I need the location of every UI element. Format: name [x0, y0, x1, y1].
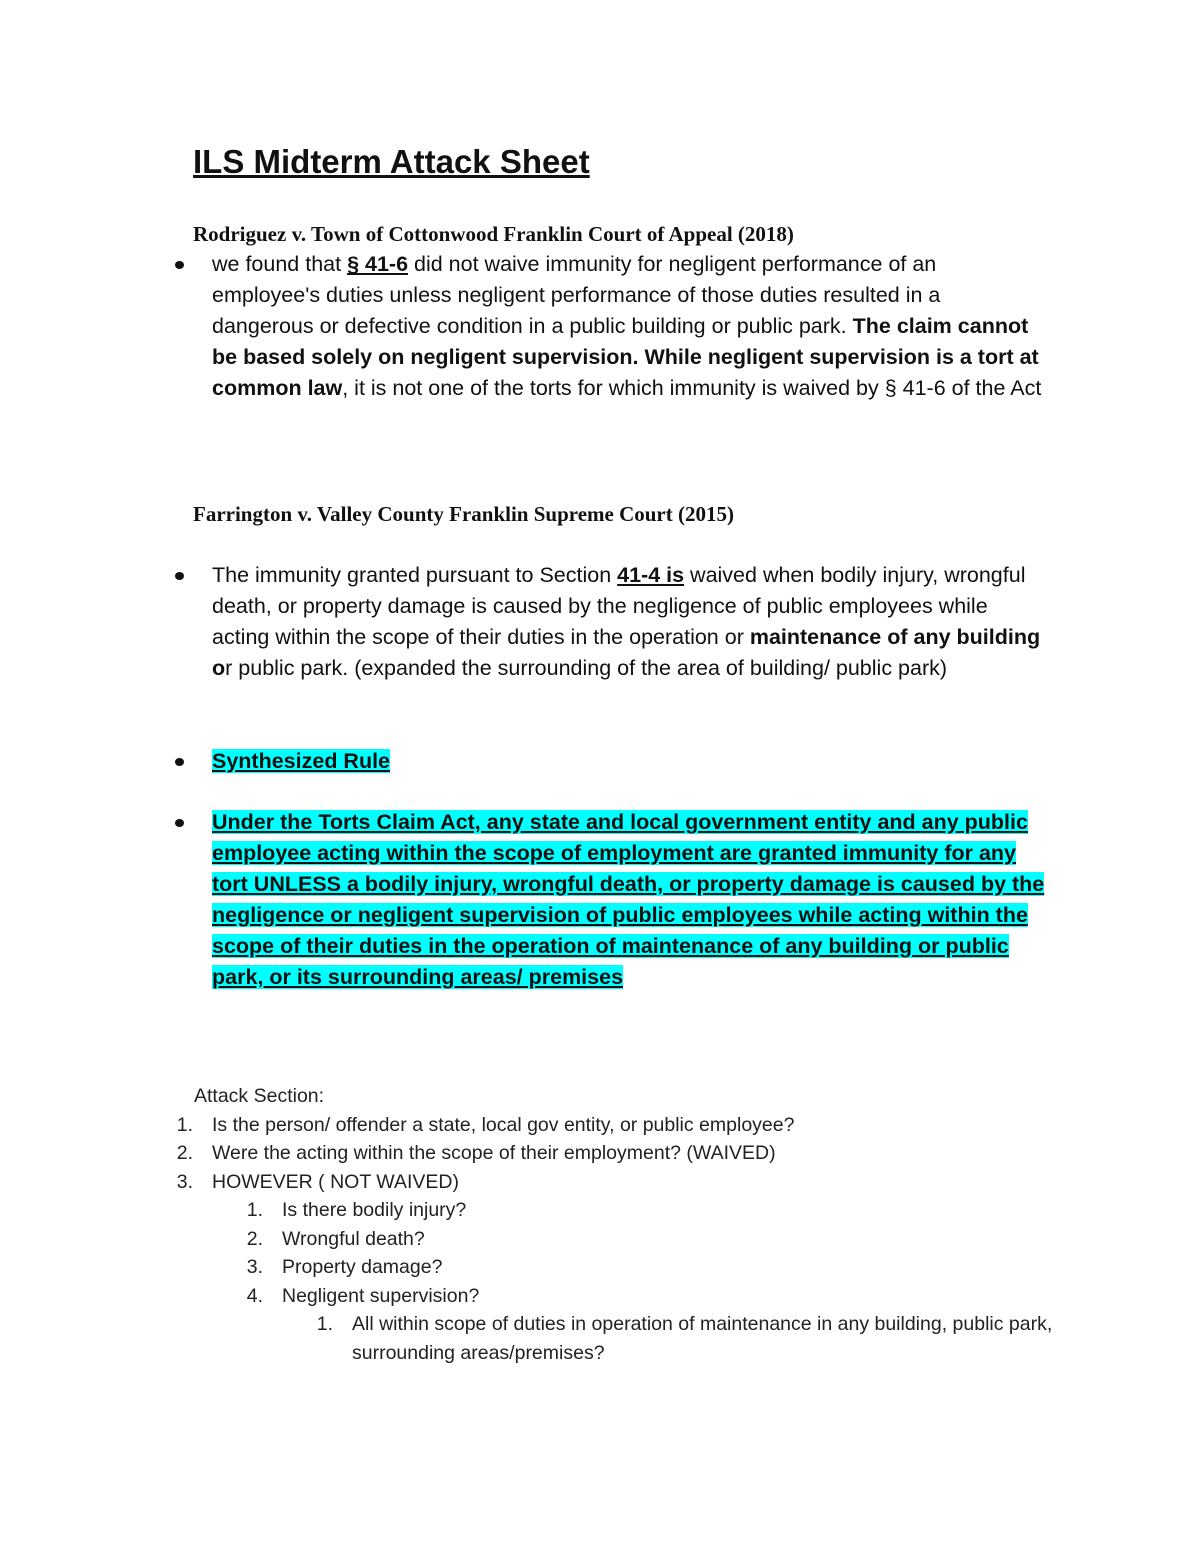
text-run: , it is not one of the torts for which immunity is waived by § 41-6 of the Act — [342, 376, 1042, 400]
case-heading-farrington: Farrington v. Valley County Franklin Supreme Court (2015) — [193, 502, 734, 526]
list-number: 1. — [246, 1199, 263, 1221]
list-number: 3. — [176, 1170, 193, 1193]
list-number: 1. — [176, 1113, 193, 1136]
bullet-rodriguez — [175, 249, 1045, 404]
bullet-dot — [175, 758, 184, 766]
bullet-farrington — [175, 560, 1045, 684]
list-text: Were the acting within the scope of their employment? (WAIVED) — [212, 1142, 776, 1164]
statute-ref: § 41-6 — [347, 252, 409, 276]
bullet-text — [212, 560, 1045, 684]
synthesized-rule-text: Under the Torts Claim Act, any state and local government entity and any public employee acting within the scope of employment are granted immunity for any tort UNLESS a bodily injury, wrongful death, or property damage is caused by the negligence or negligent supervision of public employees while acting within the scope of their duties in the operation of maintenance of any building or public park, or its surrounding areas/ premises — [212, 810, 1045, 989]
list-text: Is there bodily injury? — [282, 1199, 467, 1221]
list-item — [175, 1168, 1055, 1197]
list-text: All within scope of duties in operation of maintenance in any building, public park, surrounding areas/premises? — [352, 1313, 1053, 1364]
sub-sub-list-item — [175, 1310, 1055, 1367]
text-run: we found that — [212, 252, 348, 276]
case-heading-rodriguez: Rodriguez v. Town of Cottonwood Franklin Court of Appeal (2018) — [193, 222, 794, 246]
text-run: The immunity granted pursuant to Section — [212, 563, 618, 587]
list-number: 1. — [316, 1313, 333, 1335]
list-text: Negligent supervision? — [282, 1284, 480, 1307]
bullet-text — [212, 746, 1045, 777]
list-text: HOWEVER ( NOT WAIVED) — [212, 1170, 460, 1193]
bullet-text — [212, 249, 1045, 404]
page-title: ILS Midterm Attack Sheet — [193, 143, 590, 180]
list-text: Is the person/ offender a state, local gov entity, or public employee? — [212, 1113, 795, 1136]
bullet-text — [212, 807, 1045, 993]
bullet-dot — [175, 819, 184, 827]
bullet-synthesized-label — [175, 746, 1045, 777]
text-run: r public park. (expanded the surrounding of the area of building/ public park) — [225, 656, 948, 680]
bullet-dot — [175, 261, 184, 269]
bold-text: The claim cannot be based solely on negligent supervision. While negligent supervision is a tort at common law — [212, 314, 1039, 400]
bullet-dot — [175, 572, 184, 580]
statute-ref: 41-4 is — [617, 563, 685, 587]
text-run: did not waive immunity for negligent performance of an employee's duties unless negligent performance of those duties resulted in a dangerous or defective condition in a public building or public park. — [212, 252, 941, 338]
sub-list-item — [175, 1196, 1055, 1225]
attack-section — [175, 1082, 1055, 1367]
sub-list-item — [175, 1225, 1055, 1254]
list-number: 3. — [246, 1256, 263, 1278]
list-number: 4. — [246, 1284, 263, 1307]
list-item — [175, 1111, 1055, 1140]
sub-list-item — [175, 1253, 1055, 1282]
synthesized-rule-label: Synthesized Rule — [212, 749, 391, 773]
list-text: Wrongful death? — [282, 1227, 425, 1250]
list-number: 2. — [176, 1142, 193, 1164]
list-item — [175, 1139, 1055, 1168]
text-run: waived when bodily injury, wrongful death, or property damage is caused by the negligence of public employees while acting within the scope of their duties in the operation or — [212, 563, 1026, 649]
list-text: Property damage? — [282, 1256, 443, 1278]
attack-section-label: Attack Section: — [194, 1085, 325, 1107]
sub-list-item — [175, 1282, 1055, 1311]
bullet-synthesized-rule — [175, 807, 1045, 993]
bold-text: maintenance of any building o — [212, 625, 1041, 680]
list-number: 2. — [246, 1227, 263, 1250]
